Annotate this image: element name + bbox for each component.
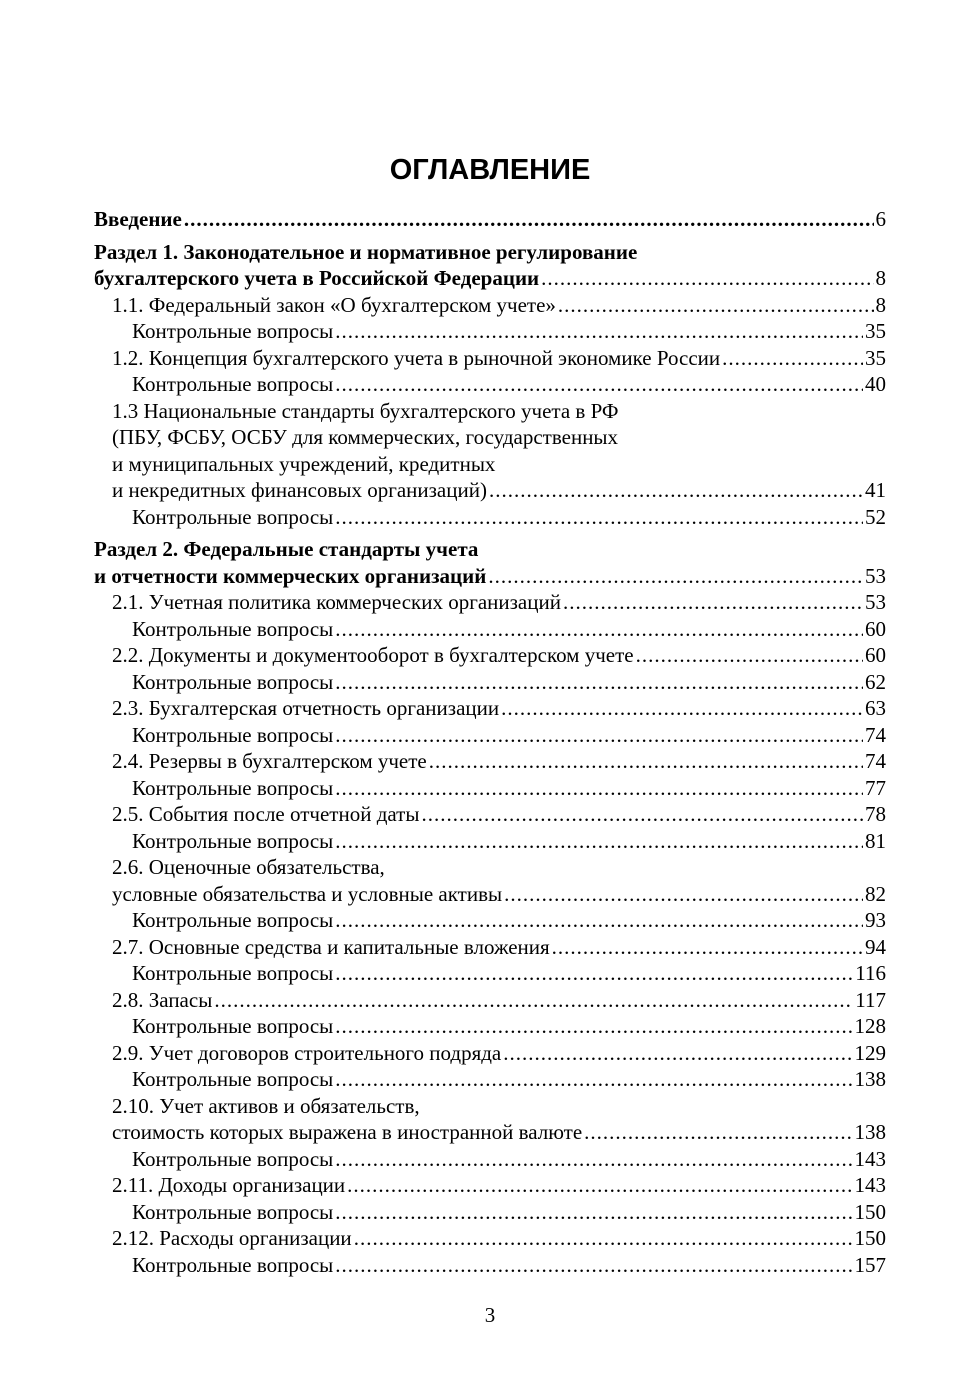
toc-entry-1-3-line1[interactable]: 1.3 Национальные стандарты бухгалтерского учета в РФ [112,398,619,423]
toc-entry-2-6-line1[interactable]: 2.6. Оценочные обязательства, [112,855,385,879]
toc-page-number: 8 [875,266,886,290]
toc-review-questions[interactable] [94,907,886,934]
toc-entry-title: и отчетности коммерческих организаций [94,563,487,588]
toc-page-number: 82 [865,881,886,906]
toc-page-number: 41 [865,478,886,502]
toc-entry-title: Контрольные вопросы [132,775,334,800]
dot-leader [558,292,874,319]
toc-entry-title: Введение [94,207,182,231]
toc-entry-title: 1.2. Концепция бухгалтерского учета в рыночной экономике России [112,345,721,370]
toc-entry-title: Контрольные вопросы [132,908,334,932]
toc-entry-2-6[interactable] [94,881,886,908]
toc-entry-title: Контрольные вопросы [132,504,334,529]
toc-entry-title: 2.2. Документы и документооборот в бухгалтерском учете [112,643,634,667]
dot-leader [421,801,863,828]
toc-entry-title: 2.11. Доходы организации [112,1173,346,1197]
toc-entry-title: 2.1. Учетная политика коммерческих организаций [112,590,561,614]
toc-entry-1-2[interactable] [94,345,886,372]
toc-page-number: 35 [865,319,886,343]
toc-entry-title: 1.1. Федеральный закон «О бухгалтерском учете» [112,292,556,317]
toc-review-questions[interactable] [94,1066,886,1093]
toc-section-2-line1[interactable]: Раздел 2. Федеральные стандарты учета [94,537,479,561]
toc-page-number: 81 [865,828,886,853]
dot-leader [429,748,863,775]
toc-entry-2-4[interactable] [94,748,886,775]
toc-entry-title: Контрольные вопросы [132,1067,334,1091]
toc-entry-intro[interactable] [94,206,886,233]
dot-leader [335,616,863,643]
toc-review-questions[interactable] [94,960,886,987]
toc-page-number: 62 [865,669,886,694]
toc-entry-1-3-line2[interactable]: (ПБУ, ФСБУ, ОСБУ для коммерческих, государственных [112,425,619,449]
toc-section-1[interactable] [94,265,886,292]
toc-entry-2-3[interactable] [94,695,886,722]
toc-review-questions[interactable] [94,371,886,398]
toc-entry-title: Контрольные вопросы [132,1146,334,1171]
dot-leader [584,1119,852,1146]
dot-leader [335,828,863,855]
toc-entry-title: Контрольные вопросы [132,372,334,396]
toc-page-number: 6 [875,207,886,231]
dot-leader [335,669,863,696]
toc-page-number: 138 [854,1067,886,1091]
dot-leader [503,1040,852,1067]
dot-leader [335,960,853,987]
toc-entry-title: Контрольные вопросы [132,319,334,343]
toc-entry-title: 2.5. События после отчетной даты [112,802,420,826]
toc-page-number: 143 [854,1146,886,1171]
toc-review-questions[interactable] [94,1252,886,1279]
toc-page-number: 93 [865,908,886,932]
toc-entry-title: Контрольные вопросы [132,1252,334,1277]
toc-entry-title: Контрольные вопросы [132,722,334,747]
toc-review-questions[interactable] [94,669,886,696]
toc-review-questions[interactable] [94,722,886,749]
toc-entry-1-3[interactable] [94,477,886,504]
toc-review-questions[interactable] [94,504,886,531]
dot-leader [335,1066,852,1093]
toc-page-number: 60 [865,616,886,641]
dot-leader [335,371,863,398]
toc-review-questions[interactable] [94,1146,886,1173]
toc-page-number: 116 [855,961,886,985]
toc-entry-title: 2.8. Запасы [112,987,213,1012]
toc-page-number: 150 [854,1226,886,1250]
toc-entry-title: бухгалтерского учета в Российской Федерации [94,266,540,290]
dot-leader [347,1172,852,1199]
toc-page-number: 128 [854,1014,886,1038]
toc-entry-title: Контрольные вопросы [132,669,334,694]
toc-entry-title: Контрольные вопросы [132,961,334,985]
toc-entry-title: Контрольные вопросы [132,828,334,853]
dot-leader [335,1013,852,1040]
dot-leader [335,722,863,749]
toc-entry-2-5[interactable] [94,801,886,828]
toc-page-number: 77 [865,775,886,800]
toc-entry-2-10[interactable] [94,1119,886,1146]
toc-section-1-line1[interactable]: Раздел 1. Законодательное и нормативное регулирование [94,239,638,264]
toc-entry-title: и некредитных финансовых организаций) [112,478,487,502]
toc-page-number: 74 [865,749,886,773]
toc-page-number: 74 [865,722,886,747]
toc-page-number: 8 [875,292,886,317]
dot-leader [184,206,874,233]
toc-entry-title: Контрольные вопросы [132,1014,334,1038]
toc-entry-1-1[interactable] [94,292,886,319]
toc-entry-title: стоимость которых выражена в иностранной валюте [112,1120,583,1144]
toc-entry-2-10-line1[interactable]: 2.10. Учет активов и обязательств, [112,1093,420,1118]
toc-page-number: 60 [865,643,886,667]
table-of-contents [94,206,886,1278]
dot-leader [722,345,863,372]
toc-review-questions[interactable] [94,616,886,643]
toc-entry-2-2[interactable] [94,642,886,669]
page-number: 3 [484,1303,496,1327]
dot-leader [489,477,863,504]
toc-entry-title: условные обязательства и условные активы [112,881,503,906]
toc-page-number: 94 [865,934,886,959]
toc-section-2[interactable] [94,563,886,590]
toc-review-questions[interactable] [94,775,886,802]
toc-entry-title: 2.3. Бухгалтерская отчетность организации [112,696,500,720]
toc-page-number: 150 [854,1199,886,1224]
toc-page-number: 78 [865,802,886,826]
toc-entry-title: 2.9. Учет договоров строительного подряда [112,1040,502,1065]
dot-leader [563,589,863,616]
dot-leader [636,642,863,669]
dot-leader [335,1199,852,1226]
dot-leader [335,504,863,531]
dot-leader [335,907,863,934]
toc-entry-1-3-line3[interactable]: и муниципальных учреждений, кредитных [112,451,496,476]
toc-page-number: 35 [865,345,886,370]
page-title: ОГЛАВЛЕНИЕ [389,154,591,186]
toc-review-questions[interactable] [94,1013,886,1040]
toc-entry-2-11[interactable] [94,1172,886,1199]
dot-leader [488,563,863,590]
toc-entry-2-1[interactable] [94,589,886,616]
toc-page-number: 129 [854,1040,886,1065]
toc-page-number: 40 [865,372,886,396]
toc-page-number: 53 [865,590,886,614]
toc-entry-2-8[interactable] [94,987,886,1014]
toc-entry-2-12[interactable] [94,1225,886,1252]
toc-entry-title: 2.4. Резервы в бухгалтерском учете [112,749,427,773]
toc-page-number: 138 [854,1120,886,1144]
dot-leader [501,695,863,722]
toc-page-number: 143 [854,1173,886,1197]
dot-leader [504,881,863,908]
toc-review-questions[interactable] [94,1199,886,1226]
toc-entry-title: Контрольные вопросы [132,616,334,641]
toc-page-number: 53 [865,563,886,588]
dot-leader [541,265,873,292]
toc-page-number: 157 [854,1252,886,1277]
dot-leader [335,318,863,345]
toc-entry-2-7[interactable] [94,934,886,961]
toc-entry-title: 2.7. Основные средства и капитальные вложения [112,934,550,959]
dot-leader [335,775,863,802]
dot-leader [335,1252,852,1279]
toc-page-number: 117 [855,987,886,1012]
toc-entry-title: 2.12. Расходы организации [112,1226,352,1250]
dot-leader [214,987,853,1014]
dot-leader [335,1146,852,1173]
toc-review-questions[interactable] [94,318,886,345]
toc-review-questions[interactable] [94,828,886,855]
toc-page-number: 52 [865,504,886,529]
toc-entry-2-9[interactable] [94,1040,886,1067]
dot-leader [552,934,863,961]
toc-page-number: 63 [865,696,886,720]
toc-entry-title: Контрольные вопросы [132,1199,334,1224]
dot-leader [354,1225,853,1252]
